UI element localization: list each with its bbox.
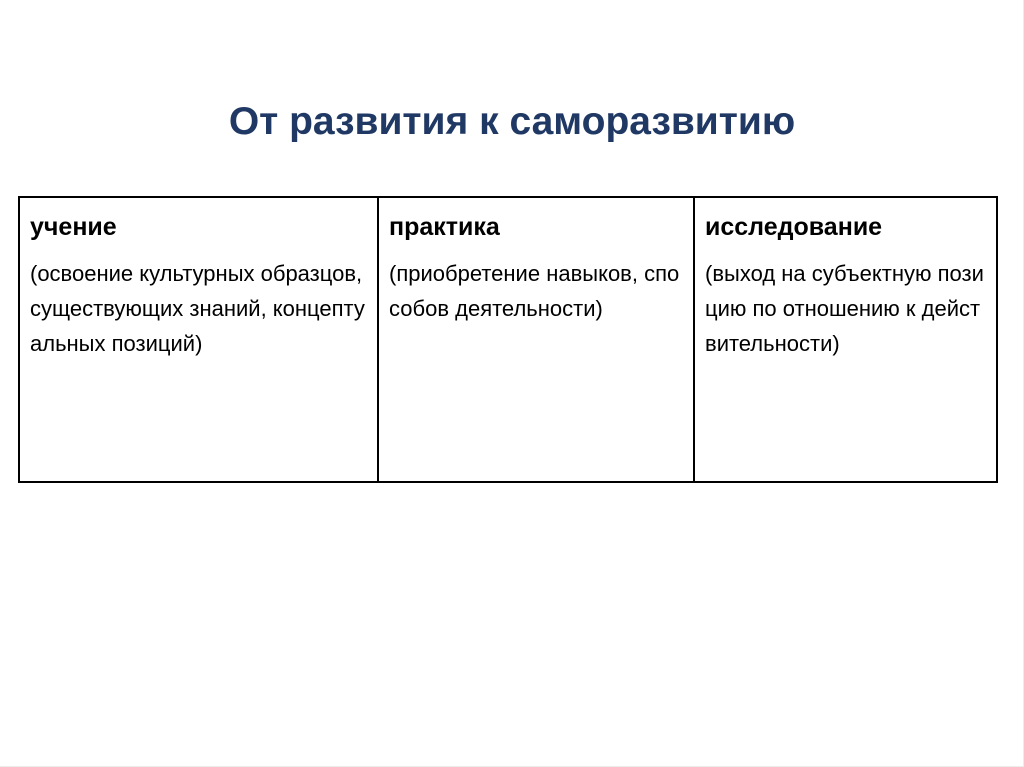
cell-heading-research: исследование: [705, 213, 883, 241]
table-cell-research: [693, 198, 996, 481]
content-table: [18, 196, 998, 483]
cell-text-practice: (приобретение навыков, способов деятельности): [389, 261, 680, 321]
table-cell-learning: [20, 198, 377, 481]
table-cell-practice: [377, 198, 693, 481]
slide-title: От развития к саморазвитию: [228, 100, 796, 143]
cell-heading-learning: учение: [30, 213, 117, 241]
cell-text-learning: (освоение культурных образцов, существующих знаний, концептуальных позиций): [30, 261, 365, 356]
cell-heading-practice: практика: [389, 213, 500, 241]
cell-text-research: (выход на субъектную позицию по отношению к действительности): [705, 261, 984, 356]
